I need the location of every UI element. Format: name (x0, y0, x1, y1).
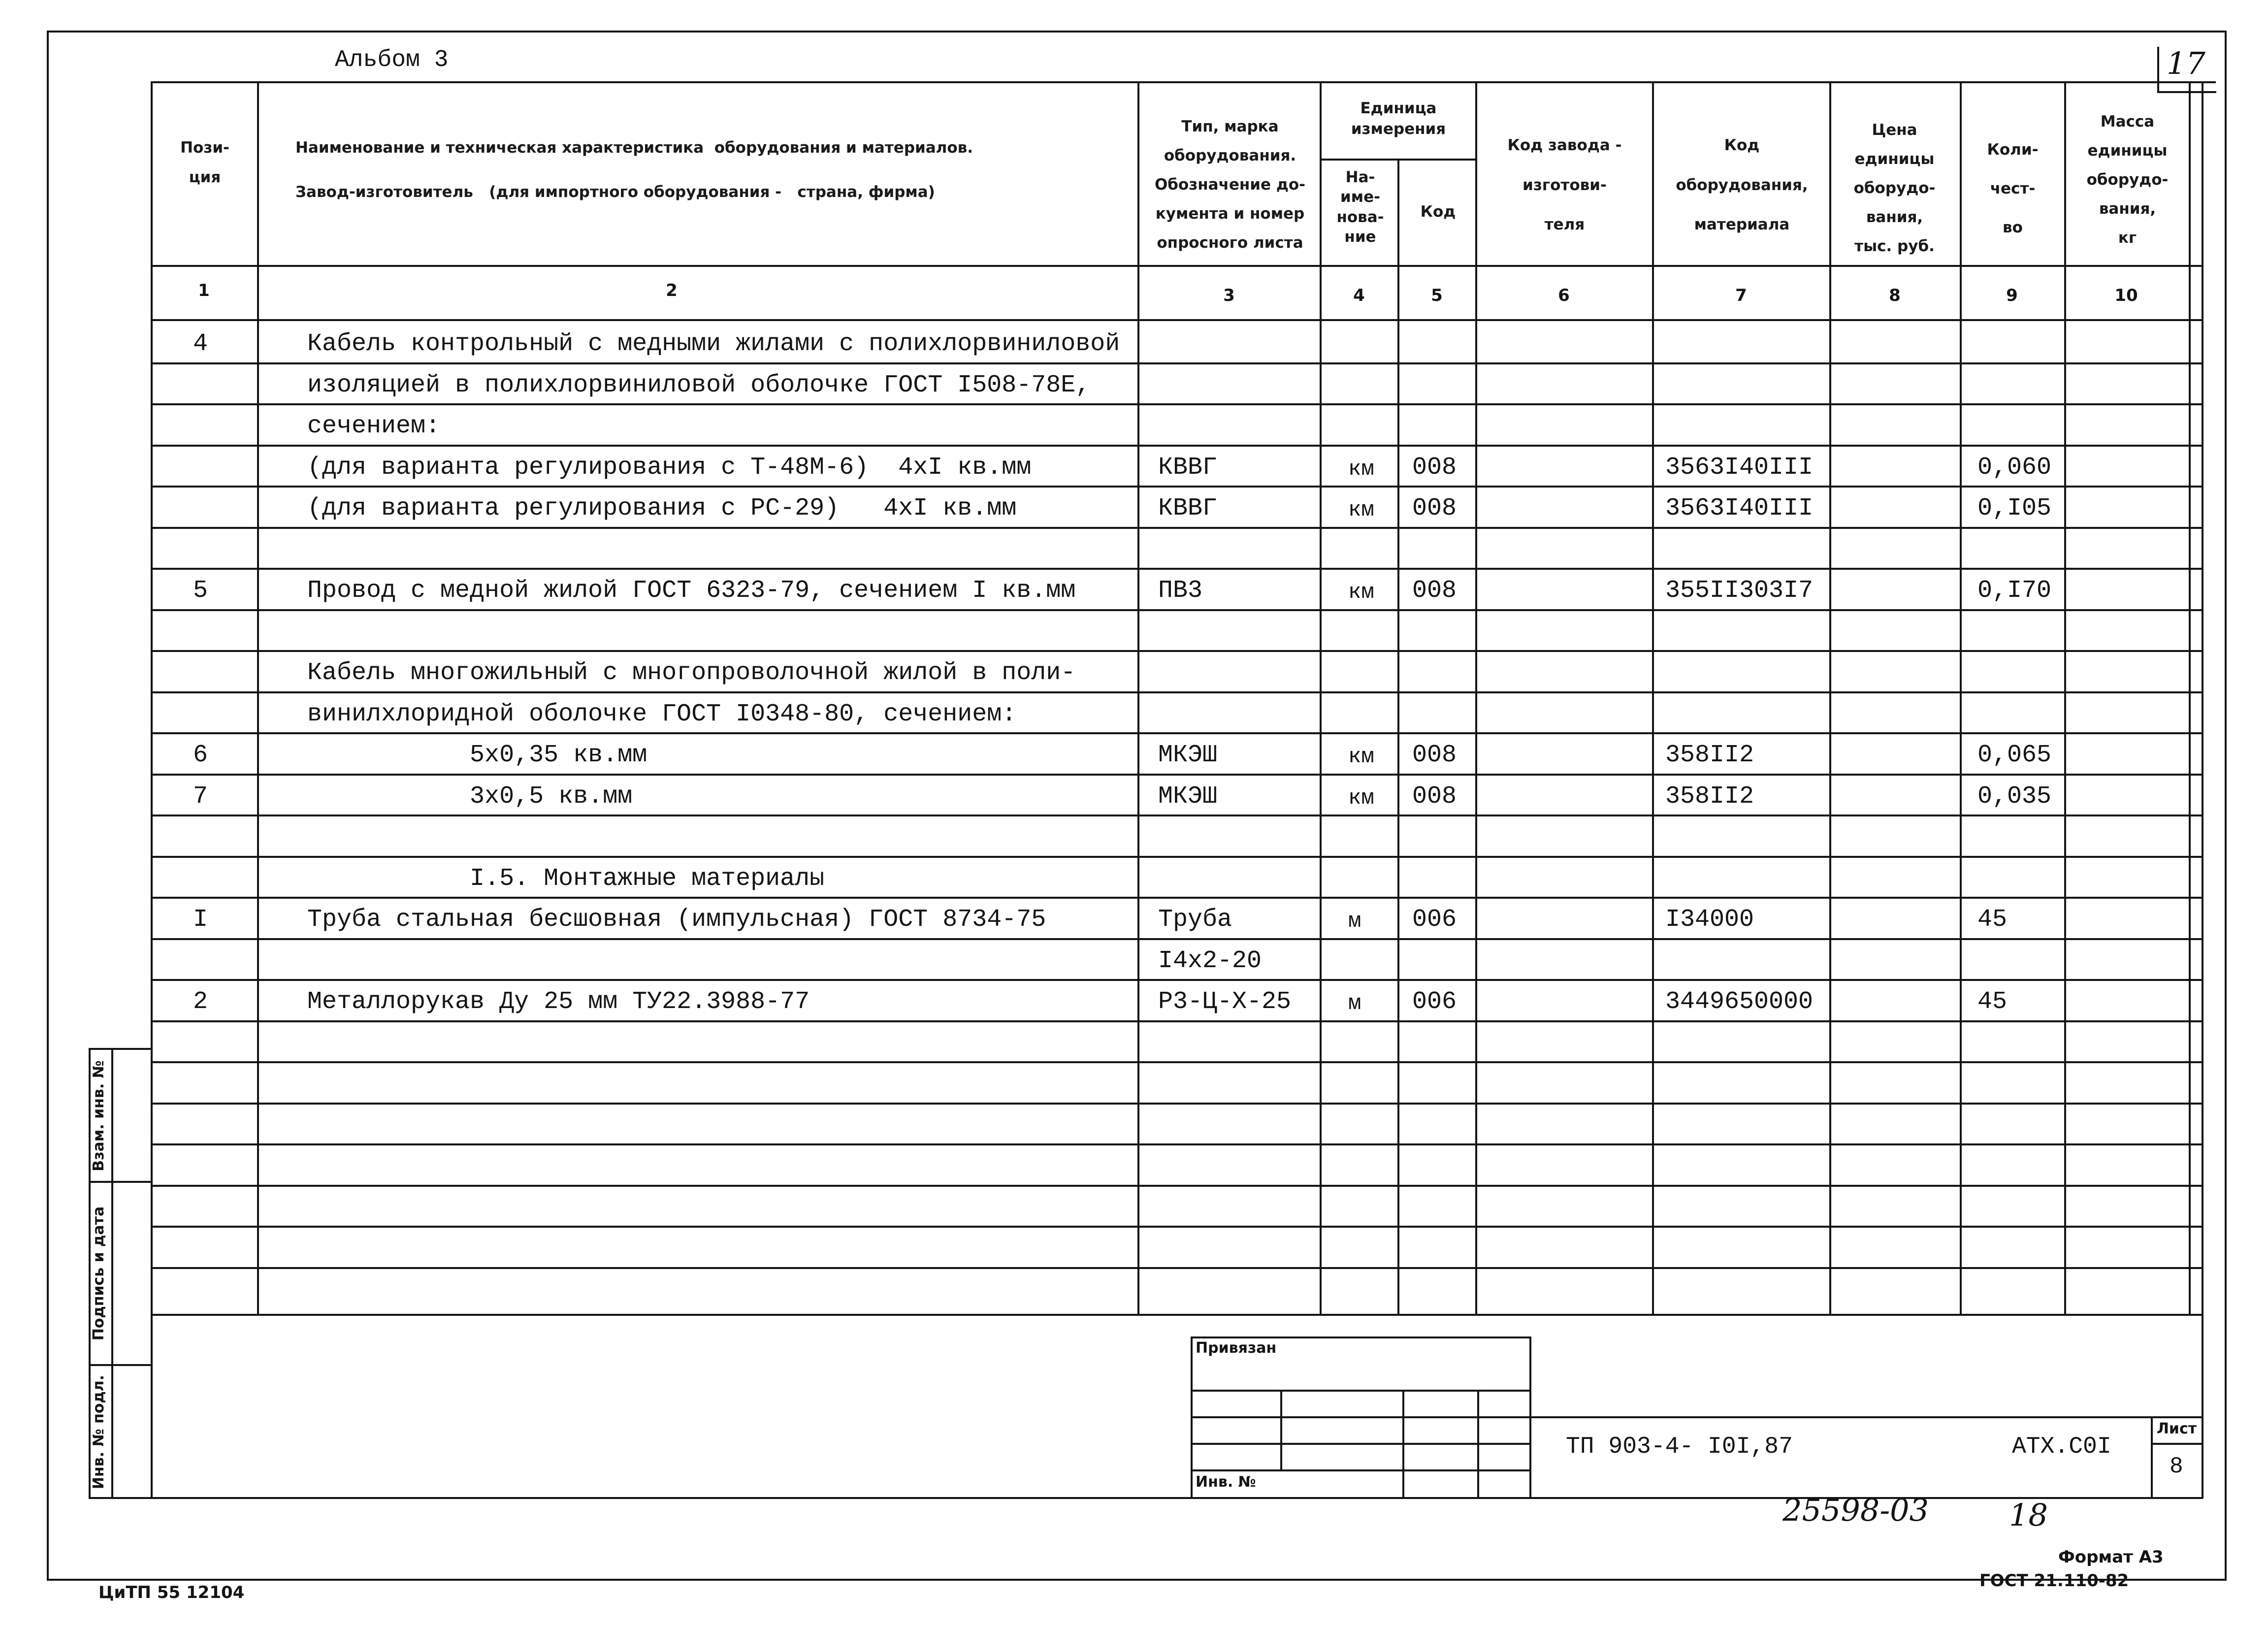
row-unit: м (1348, 991, 1361, 1016)
handwritten-number: 25598-03 (1782, 1492, 1929, 1528)
stamp-inv-no: Инв. № (1196, 1473, 1256, 1491)
row-material-code: 358II2 (1665, 741, 1754, 769)
row-quantity: 0,I70 (1977, 577, 2052, 605)
row-unit-code: 008 (1412, 577, 1457, 605)
header-position: Пози- ция (180, 139, 229, 187)
footer-format: Формат А3 (2058, 1547, 2164, 1567)
row-name: (для варианта регулирования с РС-29) 4хI кв.мм (307, 494, 1017, 522)
row-type: КВВГ (1158, 494, 1218, 522)
stamp-privyazan: Привязан (1196, 1339, 1277, 1357)
side-stamp-div2 (89, 1364, 152, 1366)
row-material-code: I34000 (1665, 906, 1754, 934)
stamp-col-a (1280, 1390, 1282, 1470)
table-row (0, 527, 2268, 568)
row-divider (151, 1103, 2203, 1105)
row-name: Кабель контрольный с медными жилами с полихлорвиниловой (307, 330, 1120, 358)
row-unit-code: 006 (1412, 988, 1457, 1016)
row-name: Провод с медной жилой ГОСТ 6323-79, сечением I кв.мм (307, 577, 1076, 605)
row-unit: км (1348, 456, 1374, 482)
row-name: изоляцией в полихлорвиниловой оболочке ГОСТ I508-78Е, (307, 371, 1091, 399)
table-row (0, 691, 2268, 733)
header-unit-group: Единица измерения (1351, 99, 1446, 138)
col-num-9: 9 (2006, 286, 2018, 305)
row-divider (151, 1185, 2203, 1187)
row-name: винилхлоридной оболочке ГОСТ I0348-80, сечением: (307, 700, 1017, 728)
header-unit-code: Код (1420, 203, 1456, 221)
row-quantity: 45 (1977, 988, 2008, 1016)
row-type: ПВ3 (1158, 577, 1203, 605)
row-quantity: 0,035 (1977, 782, 2052, 811)
table-end-line (151, 1314, 2203, 1316)
row-unit: км (1348, 745, 1374, 769)
col-num-4: 4 (1353, 286, 1365, 305)
row-type: Р3-Ц-Х-25 (1158, 988, 1292, 1016)
header-name-line2: Завод-изготовитель (для импортного оборудования - страна, фирма) (295, 183, 935, 201)
row-unit-code: 008 (1412, 494, 1457, 522)
side-stamp-div1 (89, 1181, 152, 1183)
col-num-5: 5 (1431, 286, 1443, 305)
col-num-10: 10 (2114, 286, 2138, 305)
stamp-list-number: 8 (2170, 1454, 2183, 1479)
row-divider (151, 1061, 2203, 1063)
stamp-list-divider (2151, 1443, 2203, 1445)
stamp-doc-code: ТП 903-4- I0I,87 (1566, 1434, 1793, 1460)
row-name: Труба стальная бесшовная (импульсная) ГОСТ 8734-75 (307, 906, 1046, 934)
col-num-7: 7 (1735, 286, 1747, 305)
row-unit: км (1348, 498, 1374, 522)
col-num-8: 8 (1889, 286, 1901, 305)
header-mass: Масса единицы оборудо- вания, кг (2086, 113, 2169, 247)
header-quantity: Коли- чест- во (1987, 141, 2039, 237)
row-divider (151, 1226, 2203, 1228)
col-num-1: 1 (198, 281, 210, 300)
stamp-col-b (1402, 1390, 1404, 1498)
side-label-podpis: Подпись и дата (90, 1206, 107, 1341)
footer-gost: ГОСТ 21.110-82 (1979, 1571, 2129, 1591)
header-factory-code: Код завода - изготови- теля (1507, 136, 1622, 234)
col-num-3: 3 (1223, 286, 1235, 305)
row-quantity: 0,060 (1977, 453, 2052, 482)
table-row (0, 650, 2268, 691)
row-divider (151, 1020, 2203, 1022)
row-unit-code: 008 (1412, 453, 1457, 482)
row-unit: м (1348, 909, 1361, 934)
table-row (0, 445, 2268, 486)
row-quantity: 0,I05 (1977, 494, 2052, 522)
row-name: сечением: (307, 412, 441, 440)
row-material-code: 3449650000 (1665, 988, 1814, 1016)
side-label-vzam: Взам. инв. № (90, 1060, 107, 1172)
stamp-row-4 (1191, 1469, 1530, 1471)
side-stamp-bottom (89, 1497, 152, 1499)
header-type: Тип, марка оборудования. Обозначение до- кумента и номер опросного листа (1154, 118, 1306, 252)
table-row: 6 5х0,35 кв.мм МКЭШ км 008 358II2 0,065 (193, 741, 2052, 769)
stamp-row-1 (1191, 1390, 1530, 1392)
outer-frame-top (47, 31, 2226, 33)
row-unit-code: 008 (1412, 741, 1457, 769)
row-name: Кабель многожильный с многопроволочной жилой в поли- (307, 659, 1076, 687)
stamp-row-2 (1191, 1416, 2203, 1418)
row-name: Металлорукав Ду 25 мм ТУ22.3988-77 (307, 988, 810, 1016)
row-quantity: 45 (1977, 906, 2008, 934)
row-divider (151, 1143, 2203, 1145)
row-unit-code: 006 (1412, 906, 1457, 934)
side-stamp-top (89, 1048, 152, 1050)
inner-frame-top (151, 81, 2216, 83)
row-type: МКЭШ (1158, 741, 1218, 769)
table-row: 7 3х0,5 кв.мм МКЭШ км 008 358II2 0,035 (193, 782, 2052, 811)
stamp-list-label: Лист (2157, 1420, 2197, 1437)
row-name: 3х0,5 кв.мм (307, 782, 633, 811)
row-quantity: 0,065 (1977, 741, 2052, 769)
table-row (0, 938, 2268, 979)
stamp-atx: АТХ.С0I (2012, 1434, 2111, 1460)
page-box-left (2157, 47, 2159, 91)
col-num-2: 2 (666, 281, 678, 300)
table-row (0, 856, 2268, 897)
side-label-inv: Инв. № подл. (90, 1374, 107, 1490)
table-row: 4 Кабель контрольный с медными жилами с полихлорвиниловой (193, 330, 1120, 358)
table-row: I Труба стальная бесшовная (импульсная) ГОСТ 8734-75 Труба м 006 I34000 45 (193, 906, 2008, 934)
table-row (0, 486, 2268, 527)
row-name: (для варианта регулирования с Т-48М-6) 4хI кв.мм (307, 453, 1032, 482)
row-divider (151, 1267, 2203, 1269)
page-box-bottom (2157, 91, 2216, 93)
row-type: Труба (1158, 906, 1232, 934)
row-material-code: 358II2 (1665, 782, 1754, 811)
row-name: I.5. Монтажные материалы (307, 864, 825, 893)
row-type: КВВГ (1158, 453, 1218, 482)
stamp-row-3 (1191, 1443, 1530, 1445)
table-row: 2 Металлорукав Ду 25 мм ТУ22.3988-77 Р3-Ц-Х-25 м 006 3449650000 45 (193, 988, 2008, 1016)
row-type: МКЭШ (1158, 782, 1218, 811)
row-material-code: 3563I40III (1665, 494, 1814, 522)
stamp-list-left (2151, 1416, 2153, 1498)
table-row (0, 814, 2268, 856)
row-material-code: 355II303I7 (1665, 577, 1814, 605)
side-stamp-mid (111, 1048, 113, 1499)
row-type: I4х2-20 (1158, 946, 1262, 975)
outer-frame-bottom (47, 1579, 2226, 1581)
row-unit-code: 008 (1412, 782, 1457, 811)
table-row (0, 609, 2268, 651)
row-material-code: 3563I40III (1665, 453, 1814, 482)
header-price: Цена единицы оборудо- вания, тыс. руб. (1853, 121, 1936, 255)
footer-citp: ЦиТП 55 12104 (98, 1583, 245, 1602)
table-row (0, 362, 2268, 404)
header-bottom-line (151, 265, 2203, 267)
row-name: 5х0,35 кв.мм (307, 741, 648, 769)
header-material-code: Код оборудования, материала (1676, 136, 1808, 234)
table-row (0, 403, 2268, 445)
table-row: 5 Провод с медной жилой ГОСТ 6323-79, сечением I кв.мм ПВ3 км 008 355II303I7 0,I70 (193, 577, 2052, 605)
row-unit: км (1348, 785, 1374, 811)
header-name-line1: Наименование и техническая характеристика оборудования и материалов. (295, 139, 973, 157)
page-number-handwritten: 17 (2167, 45, 2205, 81)
row-unit: км (1348, 580, 1374, 605)
col-num-6: 6 (1558, 286, 1570, 305)
handwritten-page: 18 (2009, 1497, 2048, 1533)
stamp-privyazan-top (1191, 1336, 1530, 1338)
stamp-col-c (1477, 1390, 1479, 1498)
header-unit-name: На- име- нова- ние (1336, 168, 1384, 246)
album-label: Альбом 3 (335, 47, 449, 73)
